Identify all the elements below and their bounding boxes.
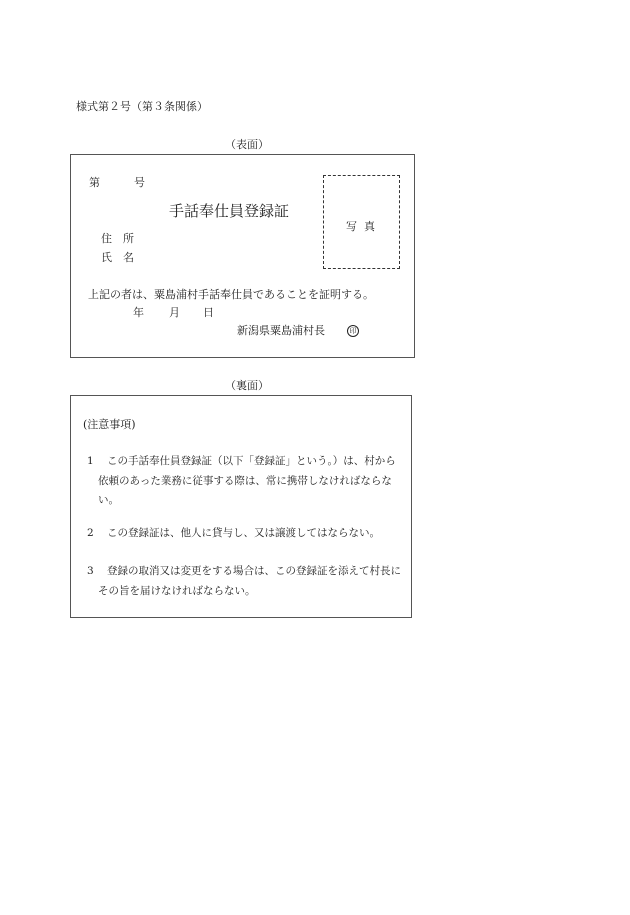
date-year: 年 [133,306,144,319]
form-number: 様式第２号（第３条関係） [76,100,208,113]
date-month: 月 [169,306,180,319]
note-line: その旨を届けなければならない。 [98,584,256,597]
note-line: この登録証は、他人に貸与し、又は譲渡してはならない。 [107,527,380,539]
photo-placeholder [323,175,400,269]
card-title: 手話奉仕員登録証 [169,202,290,220]
note-item [87,562,412,601]
note-number: 3 [87,565,94,577]
seal-mark: 印 [347,325,359,337]
note-item [87,524,412,544]
back-card [70,395,412,618]
note-line: い。 [98,494,119,506]
note-line: 依頼のあった業務に従事する際は、常に携帯しなければならな [98,474,392,487]
date-day: 日 [203,306,214,319]
back-side-label: （裏面） [225,379,269,392]
notes-heading: (注意事項) [83,418,136,431]
front-side-label: （表面） [225,138,269,151]
front-card [70,154,415,358]
number-suffix: 号 [134,176,145,189]
number-prefix: 第 [89,176,100,189]
name-label: 氏 名 [101,251,134,264]
note-item [87,452,412,511]
note-number: 1 [87,455,94,467]
note-line: この手話奉仕員登録証（以下「登録証」という。）は、村から [107,455,396,467]
address-label: 住 所 [101,232,134,245]
note-line: 登録の取消又は変更をする場合は、この登録証を添えて村長に [107,565,401,577]
photo-label: 写真 [346,220,382,233]
note-number: 2 [87,527,94,539]
issuer: 新潟県粟島浦村長 [237,324,325,337]
certification-text: 上記の者は、粟島浦村手話奉仕員であることを証明する。 [88,288,374,301]
